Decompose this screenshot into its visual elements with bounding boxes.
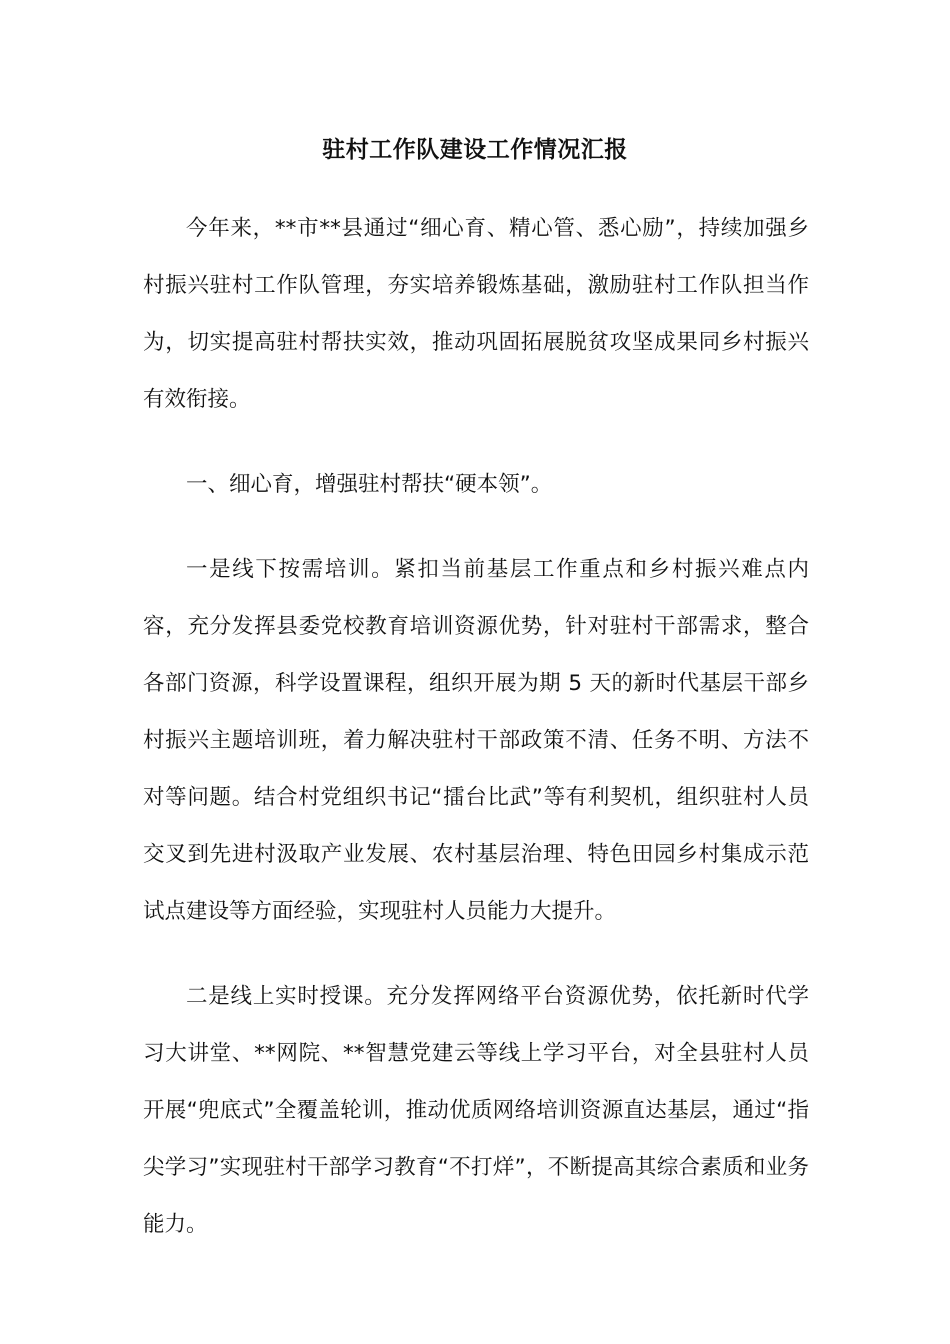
document-body: [143, 200, 809, 1281]
document-title: 驻村工作队建设工作情况汇报: [322, 137, 628, 163]
section-heading: 一、细心育，增强驻村帮扶“硬本领”。: [186, 472, 553, 497]
intro-paragraph: 今年来，**市**县通过“细心育、精心管、悉心励”，持续加强乡村振兴驻村工作队管理，夯实培养锻炼基础，激励驻村工作队担当作为，切实提高驻村帮扶实效，推动巩固拓展脱贫攻坚成果同乡村振兴有效衔接。: [143, 216, 809, 412]
body-paragraph-online-training: 二是线上实时授课。充分发挥网络平台资源优势，依托新时代学习大讲堂、**网院、**智慧党建云等线上学习平台，对全县驻村人员开展“兜底式”全覆盖轮训，推动优质网络培训资源直达基层，通过“指尖学习”实现驻村干部学习教育“不打烊”，不断提高其综合素质和业务能力。: [143, 984, 809, 1237]
body-paragraph-offline-training: 一是线下按需培训。紧扣当前基层工作重点和乡村振兴难点内容，充分发挥县委党校教育培训资源优势，针对驻村干部需求，整合各部门资源，科学设置课程，组织开展为期 5 天的新时代基层干部乡村振兴主题培训班，着力解决驻村干部政策不清、任务不明、方法不对等问题。结合村党组织书记“擂台比武”等有利契机，组织驻村人员交叉到先进村汲取产业发展、农村基层治理、特色田园乡村集成示范试点建设等方面经验，实现驻村人员能力大提升。: [143, 557, 809, 924]
